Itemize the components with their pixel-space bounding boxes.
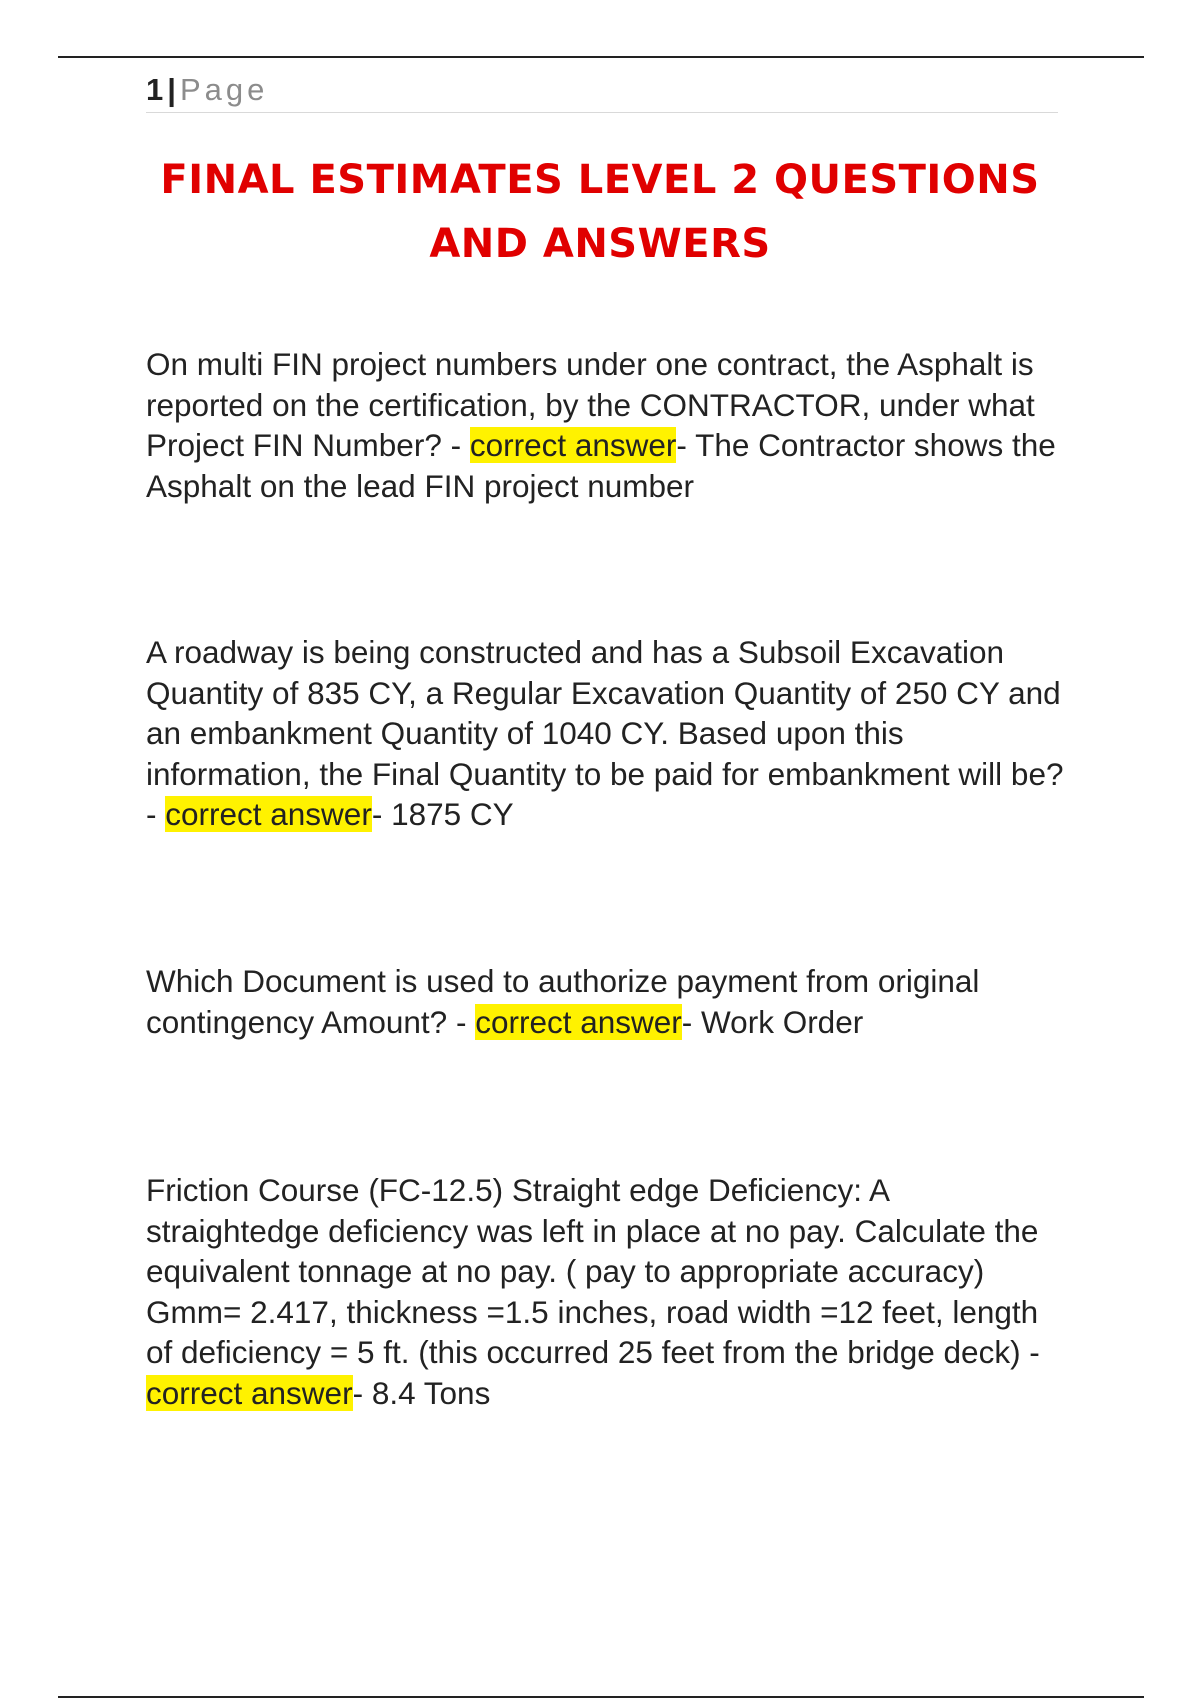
page-number: 1 [146, 72, 164, 107]
question-text: Which Document is used to authorize payment from original contingency Amount? - [146, 963, 980, 1040]
answer-text: - 8.4 Tons [352, 1374, 491, 1411]
correct-answer-marker: correct answer [165, 796, 372, 832]
question-text: Friction Course (FC-12.5) Straight edge Deficiency: A straightedge deficiency was left in place at no pay. Calculate the equivalent tonnage at no pay. ( pay to appropriate accuracy) Gmm= 2.417, thickness =1.5 inches, road width =12 feet, length of deficiency = 5 ft. (this occurred 25 feet from the bridge deck) - [146, 1172, 1040, 1370]
question-text: On multi FIN project numbers under one contract, the Asphalt is reported on the certification, by the CONTRACTOR, under what Project FIN Number? - [146, 346, 1035, 463]
answer-text: - 1875 CY [371, 796, 514, 832]
page-separator: | [167, 72, 176, 107]
correct-answer-marker: correct answer [469, 427, 677, 463]
document-title: FINAL ESTIMATES LEVEL 2 QUESTIONS AND ANSWERS [160, 157, 1040, 267]
answer-text: - Work Order [681, 1003, 864, 1040]
qa-item [146, 1170, 1066, 1413]
correct-answer-marker: correct answer [146, 1374, 353, 1411]
question-text: A roadway is being constructed and has a Subsoil Excavation Quantity of 835 CY, a Regular Excavation Quantity of 250 CY and an embankment Quantity of 1040 CY. Based upon this information, the Final Quantity to be paid for embankment will be? - [146, 634, 1064, 832]
answer-text: - The Contractor shows the Asphalt on the lead FIN project number [146, 427, 1056, 504]
qa-item [146, 632, 1066, 835]
top-rule [58, 56, 1144, 58]
bottom-rule [58, 1696, 1144, 1698]
page-label: Page [179, 72, 269, 107]
page-header [146, 68, 1058, 113]
qa-item [146, 961, 1066, 1042]
correct-answer-marker: correct answer [475, 1003, 682, 1040]
qa-item [146, 344, 1066, 506]
